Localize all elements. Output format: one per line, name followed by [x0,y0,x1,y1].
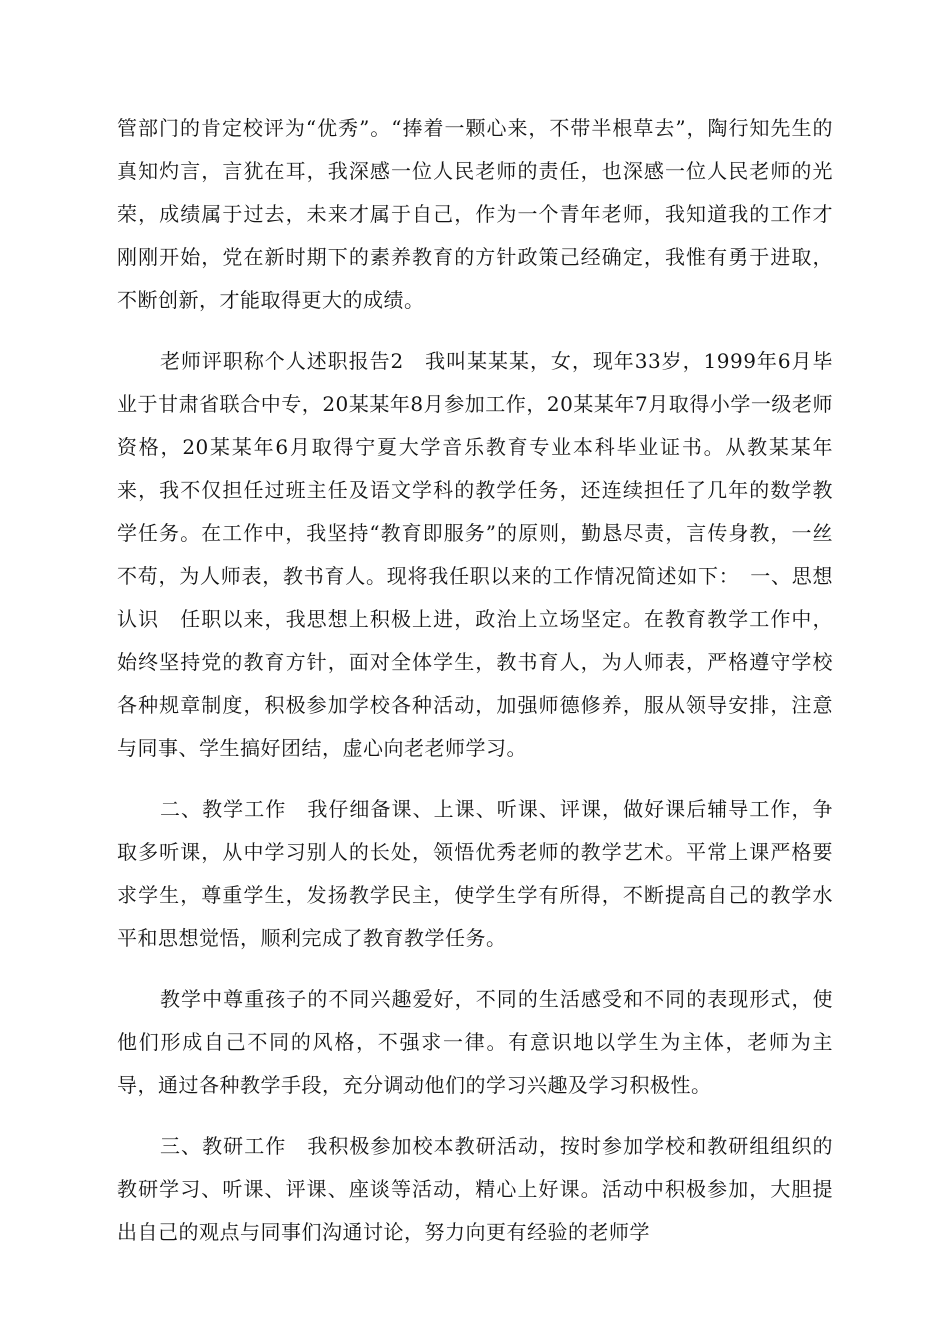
paragraph-research-work: 三、教研工作 我积极参加校本教研活动，按时参加学校和教研组组织的教研学习、听课、评课、座谈等活动，精心上好课。活动中积极参加，大胆提出自己的观点与同事们沟通讨论，努力向更有经验的老师学 [117,1134,833,1244]
document-body [117,107,833,1254]
paragraph-teaching-approach: 教学中尊重孩子的不同兴趣爱好，不同的生活感受和不同的表现形式，使他们形成自己不同的风格，不强求一律。有意识地以学生为主体，老师为主导，通过各种教学手段，充分调动他们的学习兴趣及学习积极性。 [117,987,833,1097]
paragraph-teaching-work: 二、教学工作 我仔细备课、上课、听课、评课，做好课后辅导工作，争取多听课，从中学习别人的长处，领悟优秀老师的教学艺术。平常上课严格要求学生，尊重学生，发扬教学民主，使学生学有所得，不断提高自己的教学水平和思想觉悟，顺利完成了教育教学任务。 [117,797,833,950]
paragraph-report-intro: 老师评职称个人述职报告2 我叫某某某，女，现年33岁，1999年6月毕业于甘肃省联合中专，20某某年8月参加工作，20某某年7月取得小学一级老师资格，20某某年6月取得宁夏大学音乐教育专业本科毕业证书。从教某某年来，我不仅担任过班主任及语文学科的教学任务，还连续担任了几年的数学教学任务。在工作中，我坚持“教育即服务”的原则，勤恳尽责，言传身教，一丝不苟，为人师表，教书育人。现将我任职以来的工作情况简述如下： 一、思想认识 任职以来，我思想上积极上进，政治上立场坚定。在教育教学工作中，始终坚持党的教育方针，面对全体学生，教书育人，为人师表，严格遵守学校各种规章制度，积极参加学校各种活动，加强师德修养，服从领导安排，注意与同事、学生搞好团结，虚心向老老师学习。 [117,349,833,760]
paragraph-continuation: 管部门的肯定校评为“优秀”。“捧着一颗心来，不带半根草去”，陶行知先生的真知灼言，言犹在耳，我深感一位人民老师的责任，也深感一位人民老师的光荣，成绩属于过去，未来才属于自己，作为一个青年老师，我知道我的工作才刚刚开始，党在新时期下的素养教育的方针政策己经确定，我惟有勇于进取，不断创新，才能取得更大的成绩。 [117,116,833,312]
